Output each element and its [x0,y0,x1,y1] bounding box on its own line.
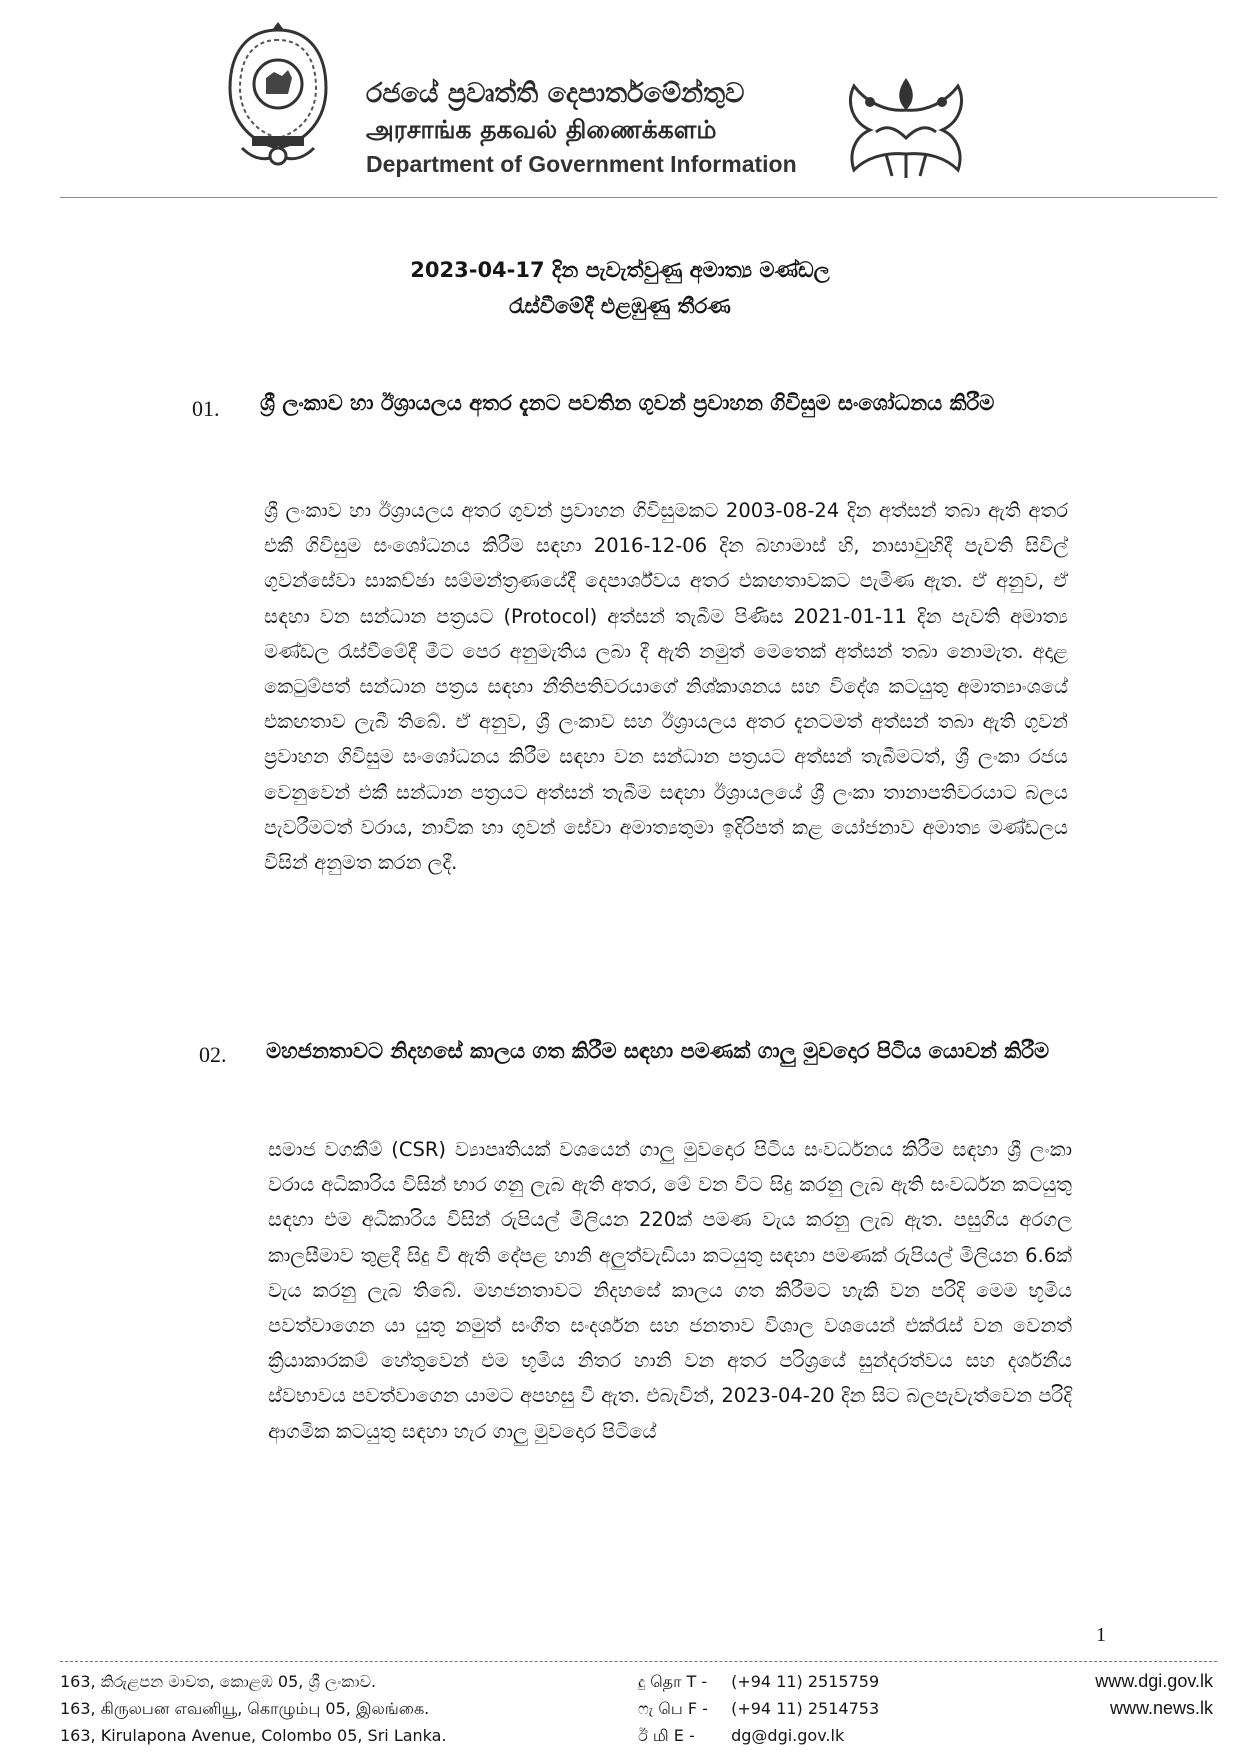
phone-number: (+94 11) 2515759 [731,1672,880,1691]
header-divider [60,197,1217,198]
phone-row [638,1668,879,1695]
footer-contact [638,1668,879,1749]
traditional-motif-icon [826,72,986,182]
org-name-english: Department of Government Information [366,151,797,177]
fax-label: ෆැ பெ F - [638,1699,708,1718]
footer-divider [60,1661,1217,1662]
item-number: 01. [192,396,220,421]
website-link[interactable]: www.dgi.gov.lk [1095,1671,1213,1691]
footer-address [60,1668,447,1749]
org-name-tamil: அரசாங்க தகவல் திணைக்களம் [366,115,717,144]
item-body: ශ්‍රී ලංකාව හා ඊශ්‍රායලය අතර ගුවන් ප්‍රවාහන ගිවිසුමකට 2003-08-24 දින අත්සන් තබා ඇති අතර එකී ගිවිසුම සංශෝධනය කිරීම සඳහා 2016-12-06 දින බහාමාස් හි, නාසාවුහිදී පැවති සිවිල් ගුවන්සේවා සාකච්ඡා සම්මන්ත්‍රණයේදී දෙපාර්ශ්වය අතර එකඟතාවකට පැමිණ ඇත. ඒ අනුව, ඒ සඳහා වන සන්ධාන පත්‍රයට (Protocol) අත්සන් තැබීම පිණිස 2021-01-11 දින පැවති අමාත්‍ය මණ්ඩල රැස්වීමේදී මීට පෙර අනුමැතිය ලබා දී ඇති නමුත් මෙතෙක් අත්සන් තබා නොමැත. අදාළ කෙටුම්පත් සන්ධාන පත්‍රය සඳහා නීතිපතිවරයාගේ නිශ්කාශනය සහ විදේශ කටයුතු අමාත්‍යාංශයේ එකඟතාව ලැබී තිබේ. ඒ අනුව, ශ්‍රී ලංකාව සහ ඊශ්‍රායලය අතර දැනටමත් අත්සන් තබා ඇති ගුවන් ප්‍රවාහන ගිවිසුම සංශෝධනය කිරීම සඳහා වන සන්ධාන පත්‍රයට අත්සන් තැබීමටත්, ශ්‍රී ලංකා රජය වෙනුවෙන් එකී සන්ධාන පත්‍රයට අත්සන් තැබීම සඳහා ඊශ්‍රායලයේ ශ්‍රී ලංකා තානාපතිවරයාට බලය පැවරීමටත් වරාය, නාවික හා ගුවන් සේවා අමාත්‍යතුමා ඉදිරිපත් කළ යෝජනාව අමාත්‍ය මණ්ඩලය විසින් අනුමත කරන ලදී. [264,499,1068,875]
address-sinhala: 163, කිරුළපන මාවත, කොළඹ 05, ශ්‍රී ලංකාව. [60,1672,377,1691]
title-line-2: රැස්වීමේදී එළඹුණු තීරණ [509,294,731,318]
item-number: 02. [199,1042,227,1067]
footer-websites [1095,1668,1213,1722]
sri-lanka-emblem-icon [222,18,334,168]
email-address: dg@dgi.gov.lk [731,1726,845,1745]
address-tamil: 163, கிருலபன எவனியூ, கொழும்பு 05, இலங்கை. [60,1699,430,1718]
organization-name [366,76,816,180]
address-english: 163, Kirulapona Avenue, Colombo 05, Sri Lanka. [60,1726,447,1745]
page-title [260,252,980,324]
org-name-sinhala: රජයේ ප්‍රවෘත්ති දෙපාර්තමේන්තුව [366,78,745,109]
page-number: 1 [1096,1624,1106,1646]
item-heading: මහජනතාවට නිදහසේ කාලය ගත කිරීම සඳහා පමණක් ගාලු මුවදොර පිටිය යොවන් කිරීම [266,1039,1050,1063]
email-label: ඊ மி E - [638,1726,695,1745]
title-line-1: 2023-04-17 දින පැවැත්වුණු අමාත්‍ය මණ්ඩල [410,258,830,282]
phone-label: දු தொ T - [638,1672,708,1691]
item-body: සමාජ වගකීම් (CSR) ව්‍යාපෘතියක් වශයෙන් ගාලු මුවදොර පිටිය සංවර්ධනය කිරීම සඳහා ශ්‍රී ලංකා වරාය අධිකාරිය විසින් භාර ගනු ලැබ ඇති අතර, මේ වන විට සිදු කරනු ලැබ ඇති සංවර්ධන කටයුතු සඳහා එම අධිකාරිය විසින් රුපියල් මිලියන 220ක් පමණ වැය කරනු ලැබ ඇත. පසුගිය අරගල කාලසීමාව තුළදී සිදු වී ඇති දේපළ හානි අලුත්වැඩියා කටයුතු සඳහා පමණක් රුපියල් මිලියන 6.6ක් වැය කරනු ලැබ තිබේ. මහජනතාවට නිදහසේ කාලය ගත කිරීමට හැකි වන පරිදි මෙම භූමිය පවත්වාගෙන යා යුතු නමුත් සංගීත සංදර්ශන සහ ජනතාව විශාල වශයෙන් එක්රැස් වන වෙනත් ක්‍රියාකාරකම් හේතුවෙන් එම භූමිය නිතර හානි වන අතර පරිශ්‍රයේ සුන්දරත්වය සහ දර්ශනීය ස්වභාවය පවත්වාගෙන යාමට අපහසු වී ඇත. එබැවින්, 2023-04-20 දින සිට බලපැවැත්වෙන පරිදි ආගමික කටයුතු සඳහා හැර ගාලු මුවදොර පිටියේ [268,1138,1072,1443]
email-row [638,1722,879,1749]
item-heading: ශ්‍රී ලංකාව හා ඊශ්‍රායලය අතර දැනට පවතින ගුවන් ප්‍රවාහන ගිවිසුම සංශෝධනය කිරීම [260,391,995,415]
fax-number: (+94 11) 2514753 [731,1699,880,1718]
website-link[interactable]: www.news.lk [1109,1698,1213,1718]
fax-row [638,1695,879,1722]
